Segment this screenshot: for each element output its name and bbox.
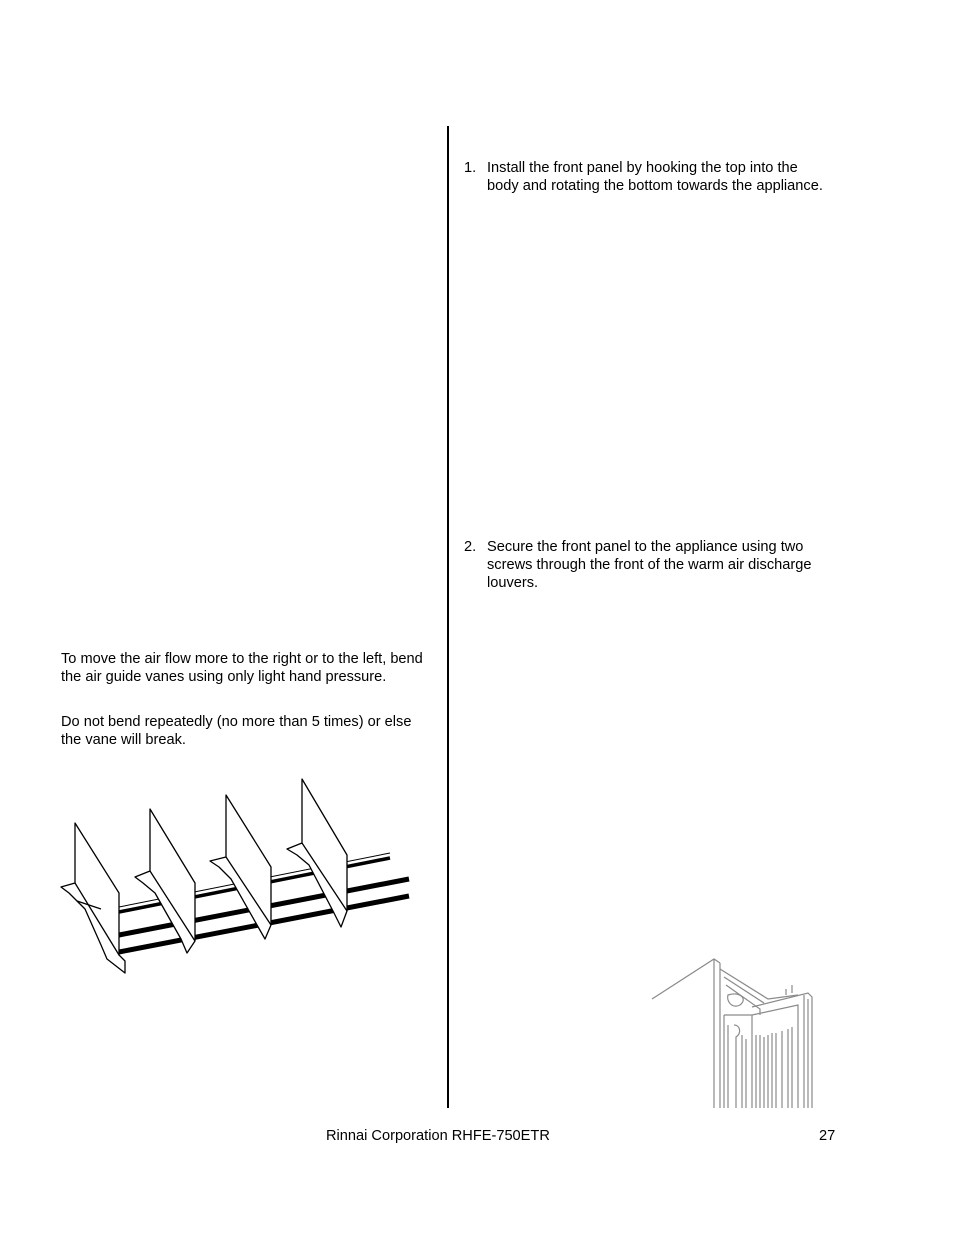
step-text: Install the front panel by hooking the top into the body and rotating the bottom towards the appliance. <box>487 160 823 194</box>
step-number: 1. <box>464 160 477 176</box>
front-panel-illustration <box>648 955 818 1108</box>
page-number: 27 <box>819 1128 836 1144</box>
step-number: 2. <box>464 539 477 555</box>
step-2 <box>464 538 834 598</box>
air-guide-vanes-illustration <box>55 775 415 980</box>
footer-title: Rinnai Corporation RHFE-750ETR <box>326 1128 550 1144</box>
column-divider <box>447 126 449 1108</box>
bending-warning: Do not bend repeatedly (no more than 5 times) or else the vane will break. <box>61 714 412 748</box>
step-1 <box>464 159 834 219</box>
airflow-instruction: To move the air flow more to the right or to the left, bend the air guide vanes using only light hand pressure. <box>61 651 423 685</box>
step-text: Secure the front panel to the appliance using two screws through the front of the warm air discharge louvers. <box>487 539 812 591</box>
